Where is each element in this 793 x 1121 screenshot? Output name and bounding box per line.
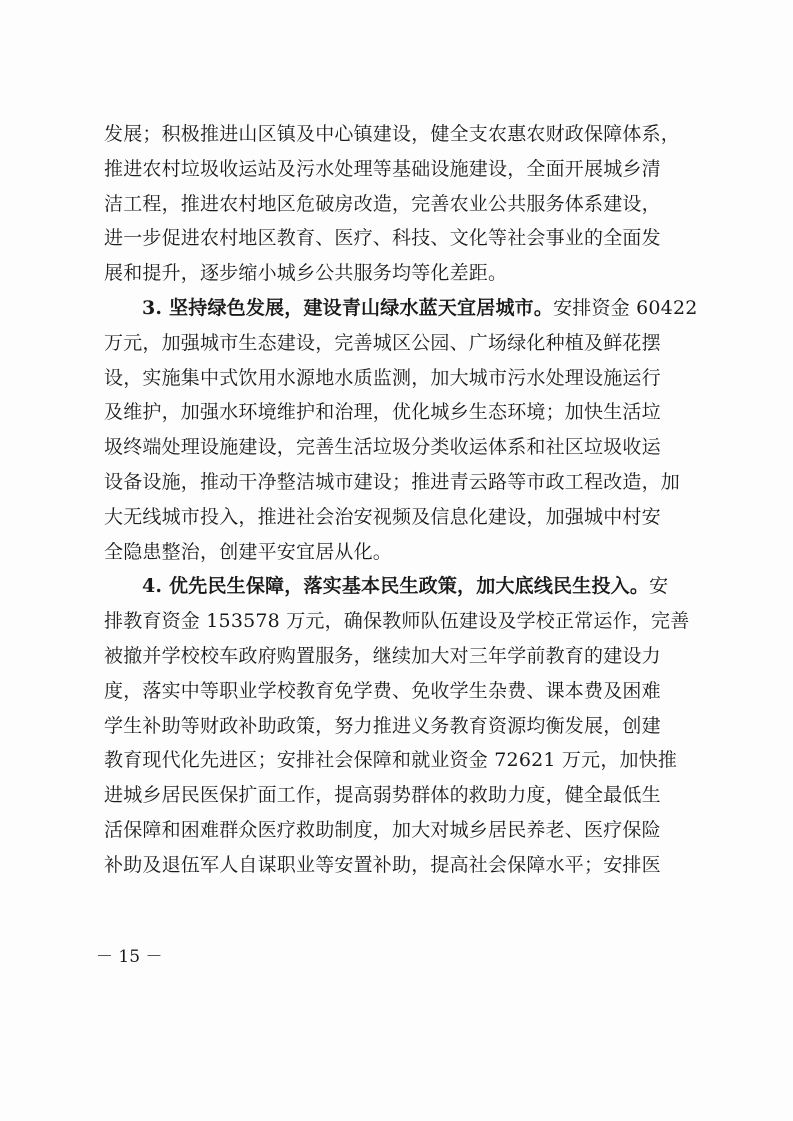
paragraph-line: 推进农村垃圾收运站及污水处理等基础设施建设，全面开展城乡清	[104, 157, 661, 180]
paragraph-line: 进城乡居民医保扩面工作，提高弱势群体的救助力度，健全最低生	[104, 784, 661, 807]
paragraph-line: 被撤并学校校车政府购置服务，继续加大对三年学前教育的建设力	[104, 644, 661, 667]
paragraph-line: 及维护，加强水环境维护和治理，优化城乡生态环境；加快生活垃	[104, 401, 661, 424]
paragraph-text: 安	[649, 575, 669, 598]
paragraph-line: 圾终端处理设施建设，完善生活垃圾分类收运体系和社区垃圾收运	[104, 436, 661, 459]
paragraph-text: 安排资金 60422	[553, 296, 698, 319]
paragraph-line: 展和提升，逐步缩小城乡公共服务均等化差距。	[104, 262, 508, 285]
section-heading: 3. 坚持绿色发展，建设青山绿水蓝天宜居城市。	[142, 296, 554, 319]
paragraph-first-line	[104, 569, 696, 604]
paragraph-line: 万元，加强城市生态建设，完善城区公园、广场绿化种植及鲜花摆	[104, 331, 661, 354]
paragraph-line: 设备设施，推动干净整洁城市建设；推进青云路等市政工程改造，加	[104, 470, 681, 493]
paragraph-line: 进一步促进农村地区教育、医疗、科技、文化等社会事业的全面发	[104, 227, 661, 250]
paragraph-line: 洁工程，推进农村地区危破房改造，完善农业公共服务体系建设，	[104, 192, 661, 215]
paragraph-line: 学生补助等财政补助政策，努力推进义务教育资源均衡发展，创建	[104, 714, 661, 737]
paragraph-line: 排教育资金 153578 万元，确保教师队伍建设及学校正常运作，完善	[104, 610, 690, 633]
paragraph-line: 设，实施集中式饮用水源地水质监测，加大城市污水处理设施运行	[104, 366, 661, 389]
paragraph-line: 教育现代化先进区；安排社会保障和就业资金 72621 万元，加快推	[104, 749, 678, 772]
paragraph-line: 大无线城市投入，推进社会治安视频及信息化建设，加强城中村安	[104, 505, 661, 528]
paragraph-line: 度，落实中等职业学校教育免学费、免收学生杂费、课本费及困难	[104, 679, 661, 702]
paragraph-line: 补助及退伍军人自谋职业等安置补助，提高社会保障水平；安排医	[104, 853, 661, 876]
paragraph-line: 活保障和困难群众医疗救助制度，加大对城乡居民养老、医疗保险	[104, 818, 661, 841]
paragraph-line: 发展；积极推进山区镇及中心镇建设，健全支农惠农财政保障体系，	[104, 123, 681, 145]
paragraph-first-line	[104, 291, 696, 326]
page-number: － 15 －	[96, 947, 163, 967]
body-text	[104, 117, 696, 883]
paragraph-line: 全隐患整治，创建平安宜居从化。	[104, 540, 393, 563]
section-heading: 4. 优先民生保障，落实基本民生政策，加大底线民生投入。	[142, 575, 650, 598]
